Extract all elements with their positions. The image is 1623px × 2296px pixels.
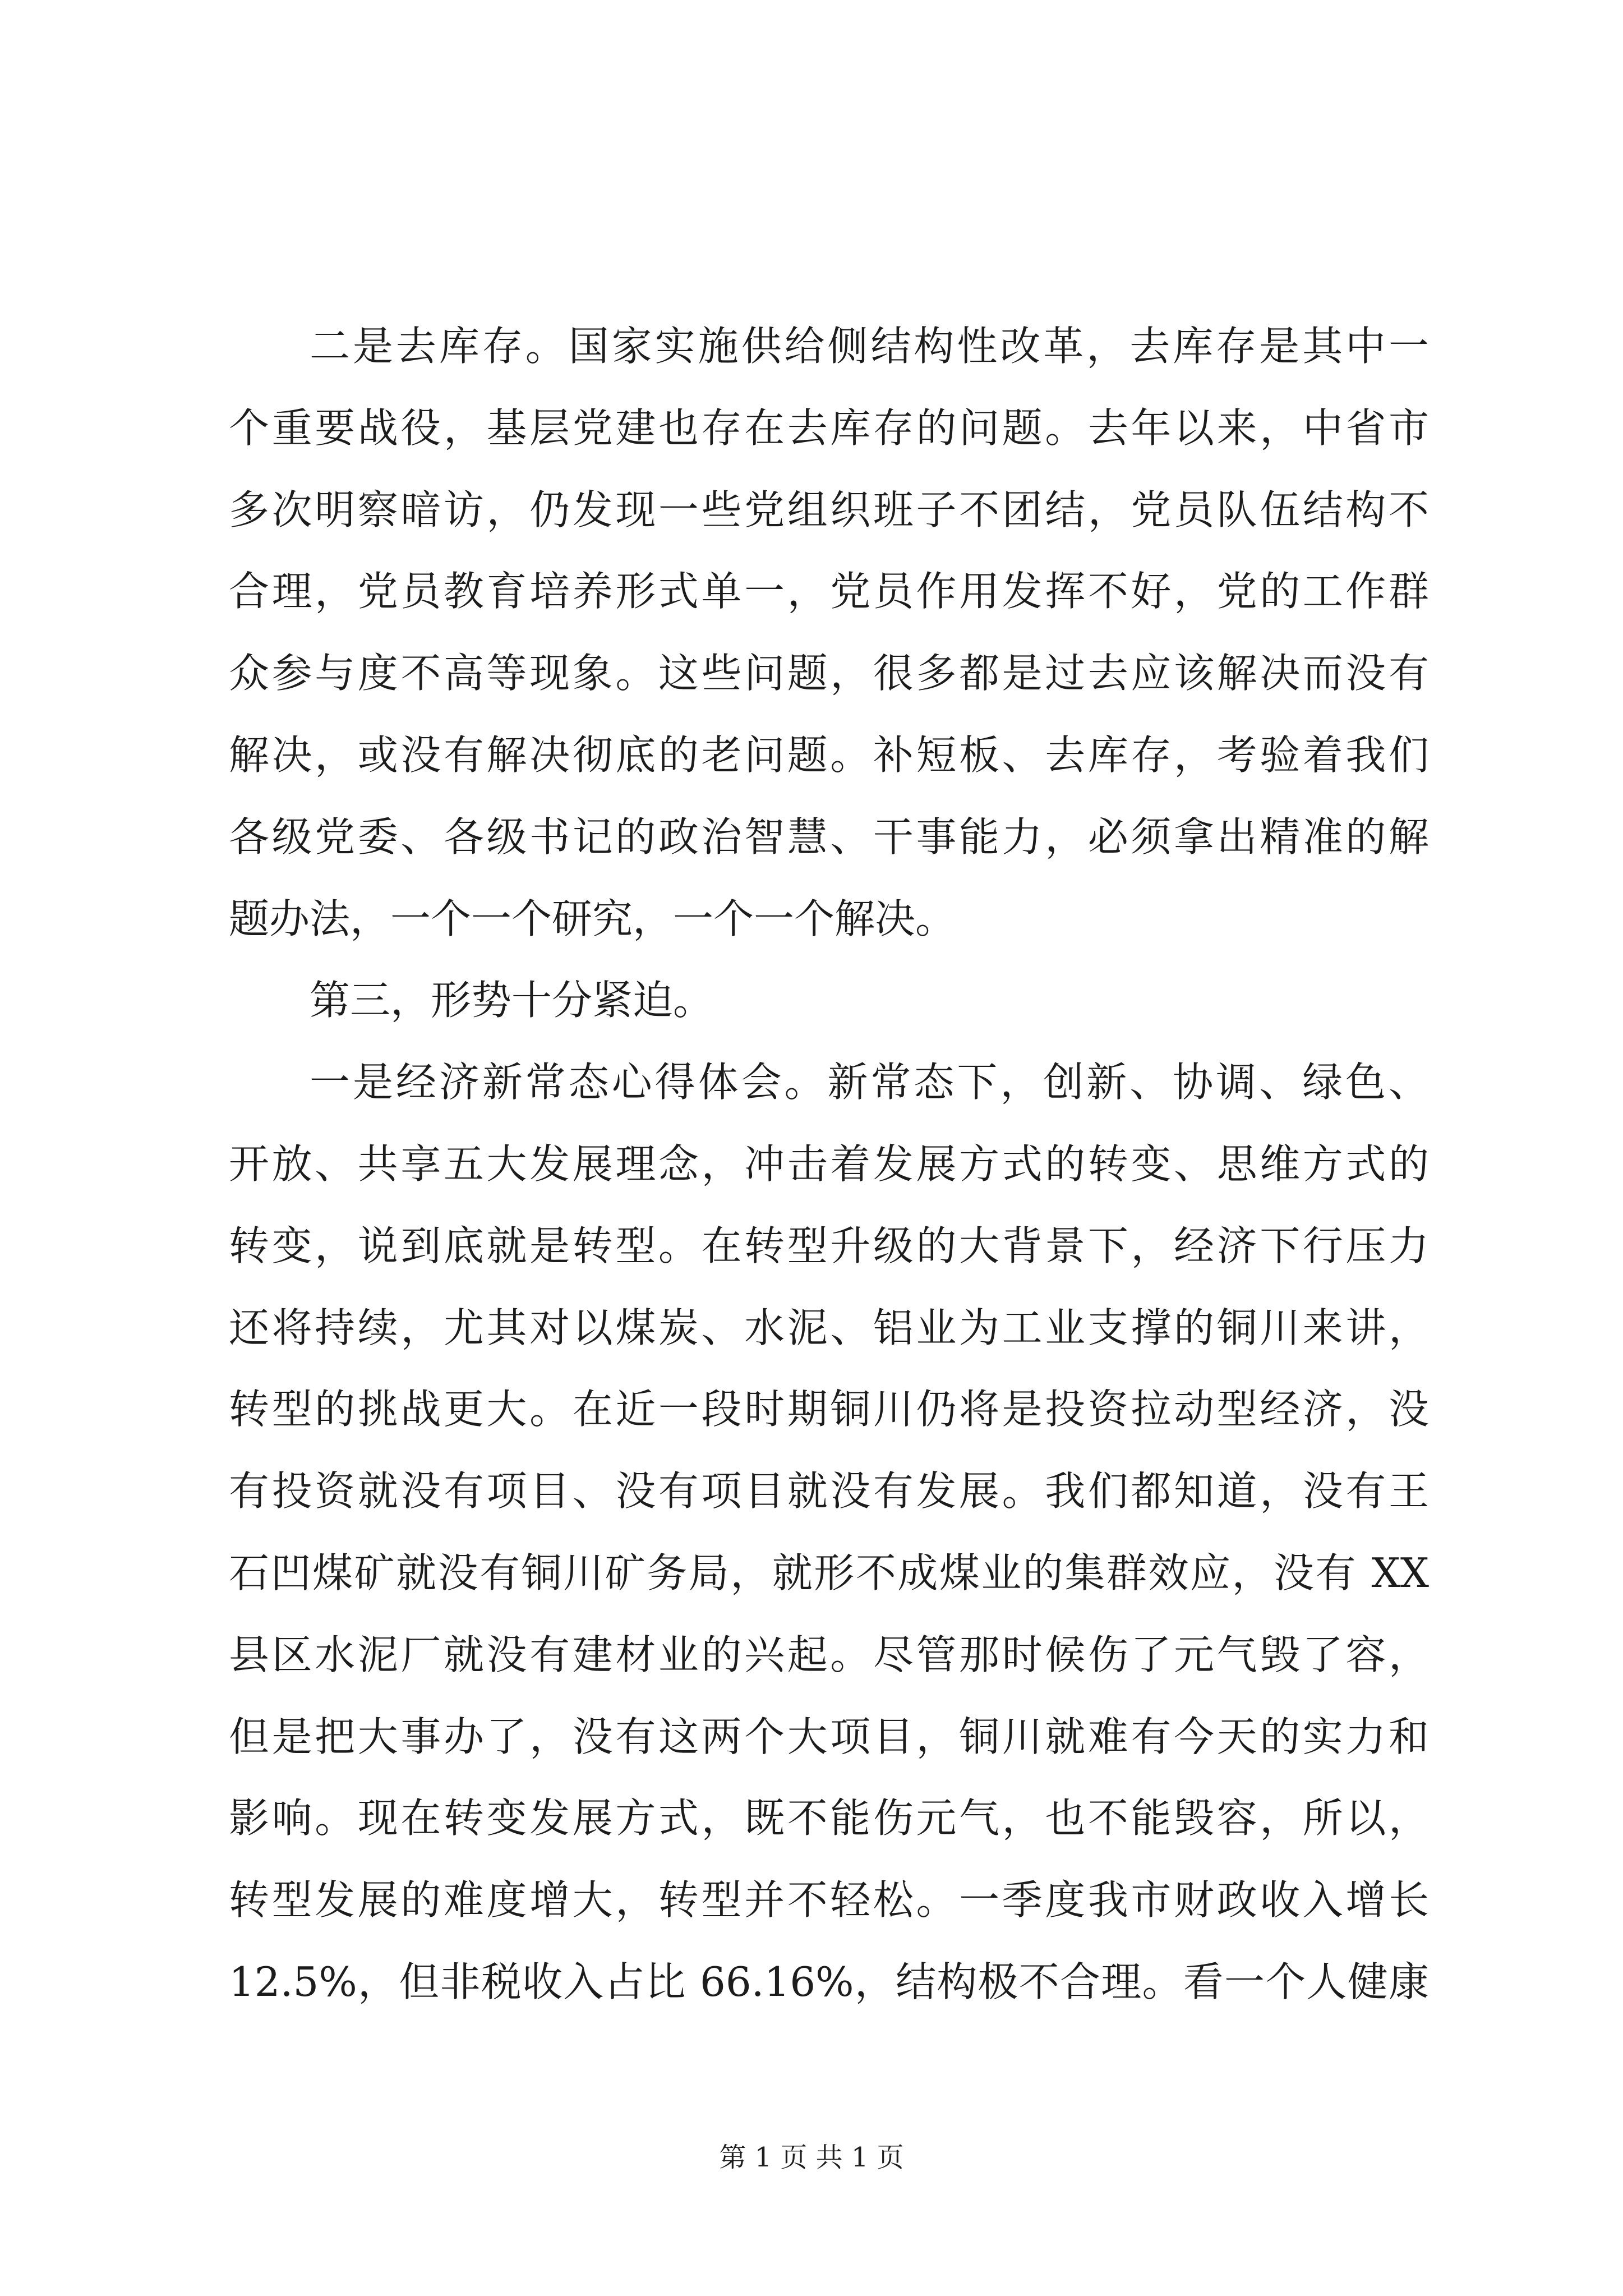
text-line: 合理，党员教育培养形式单一，党员作用发挥不好，党的工作群 [229,568,1429,615]
paragraph [229,1042,1429,2023]
text-line: 个重要战役，基层党建也存在去库存的问题。去年以来，中省市 [229,404,1429,452]
text-line: 但是把大事办了，没有这两个大项目，铜川就难有今天的实力和 [229,1713,1429,1760]
text-line: 有投资就没有项目、没有项目就没有发展。我们都知道，没有王 [229,1467,1429,1515]
text-line: 影响。现在转变发展方式，既不能伤元气，也不能毁容，所以， [229,1795,1429,1842]
section-heading-paragraph [229,960,1429,1042]
text-line: 题办法，一个一个研究，一个一个解决。 [229,895,956,942]
text-line: 12.5%，但非税收入占比 66.16%，结构极不合理。看一个人健康 [229,1958,1429,2005]
document-body [229,306,1429,2023]
text-line: 多次明察暗访，仍发现一些党组织班子不团结，党员队伍结构不 [229,486,1429,533]
text-line: 转变，说到底就是转型。在转型升级的大背景下，经济下行压力 [229,1222,1429,1269]
text-line: 转型发展的难度增大，转型并不轻松。一季度我市财政收入增长 [229,1876,1429,1924]
paragraph [229,306,1429,960]
text-line: 石凹煤矿就没有铜川矿务局，就形不成煤业的集群效应，没有 XX [229,1549,1429,1596]
text-line: 各级党委、各级书记的政治智慧、干事能力，必须拿出精准的解 [229,813,1429,861]
text-line: 一是经济新常态心得体会。新常态下，创新、协调、绿色、 [310,1059,1429,1106]
section-heading: 第三，形势十分紧迫。 [310,977,714,1024]
text-line: 县区水泥厂就没有建材业的兴起。尽管那时候伤了元气毁了容， [229,1631,1429,1678]
text-line: 转型的挑战更大。在近一段时期铜川仍将是投资拉动型经济，没 [229,1386,1429,1433]
text-line: 众参与度不高等现象。这些问题，很多都是过去应该解决而没有 [229,650,1429,697]
page-number-footer: 第 1 页 共 1 页 [719,2142,904,2173]
text-line: 二是去库存。国家实施供给侧结构性改革，去库存是其中一 [310,323,1429,370]
text-line: 开放、共享五大发展理念，冲击着发展方式的转变、思维方式的 [229,1140,1429,1188]
text-line: 还将持续，尤其对以煤炭、水泥、铝业为工业支撑的铜川来讲， [229,1304,1429,1351]
text-line: 解决，或没有解决彻底的老问题。补短板、去库存，考验着我们 [229,731,1429,779]
